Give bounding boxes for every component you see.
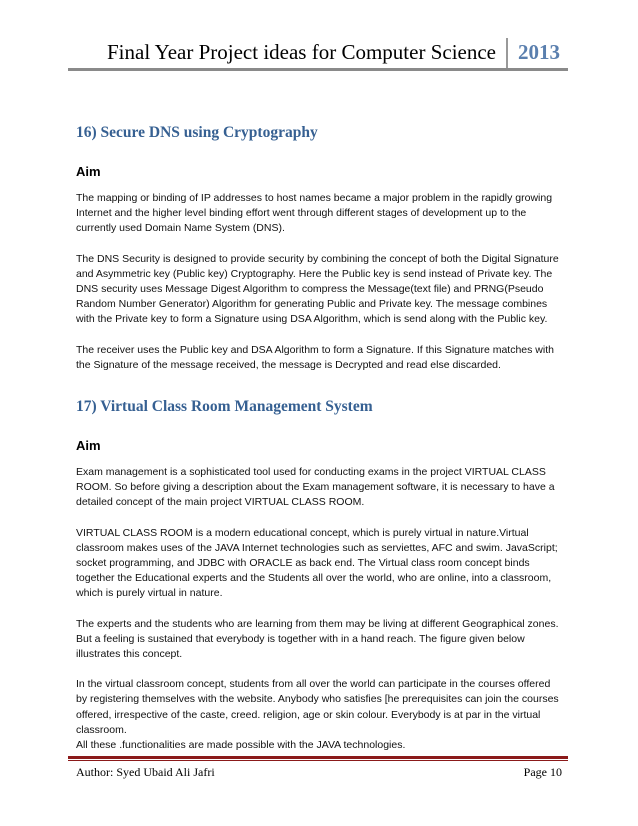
aim-heading: Aim: [76, 438, 101, 454]
section-title-secure-dns: 16) Secure DNS using Cryptography: [76, 124, 318, 141]
header-year: 2013: [518, 40, 560, 64]
header-separator: [506, 38, 508, 68]
paragraph: VIRTUAL CLASS ROOM is a modern educational concept, which is purely virtual in nature.Virtual classroom makes uses of the JAVA Internet technologies such as serviettes, AFC and swim. JavaScript; socket programming, and JDBC with ORACLE as back end. The Virtual class room concept binds together the Educational experts and the Students all over the world, who are online, into a classroom, which is purely virtual in nature.: [76, 526, 558, 600]
section-title-virtual-class-room: 17) Virtual Class Room Management System: [76, 398, 373, 416]
footer-page-number: Page 10: [523, 765, 562, 779]
paragraph: All these .functionalities are made possible with the JAVA technologies.: [76, 739, 406, 752]
page-header: [68, 38, 568, 70]
page-content: [76, 120, 564, 753]
header-title: Final Year Project ideas for Computer Science: [107, 40, 496, 64]
footer-rule: [68, 756, 568, 759]
paragraph: The mapping or binding of IP addresses to host names became a major problem in the rapidly growing Internet and the higher level binding effort went through different stages of development up to the currently used Domain Name System (DNS).: [76, 192, 553, 235]
aim-heading: Aim: [76, 164, 101, 179]
paragraph: In the virtual classroom concept, students from all over the world can participate in the courses offered by registering themselves with the website. Anybody who satisfies [he prerequisites can join the courses offered, irrespective of the caste, creed. religion, age or skin colour. Everybody is at par in the virtual classroom.: [76, 678, 559, 736]
paragraph: The DNS Security is designed to provide security by combining the concept of both the Digital Signature and Asymmetric key (Public key) Cryptography. Here the Public key is send instead of Private key. The DNS security uses Message Digest Algorithm to compress the Message(text file) and PRNG(Pseudo Random Number Generator) Algorithm for generating Public and Private key. The message combines with the Private key to form a Signature using DSA Algorithm, which is send along with the Public key.: [76, 252, 559, 326]
footer-rule-thin: [68, 760, 568, 761]
footer-author: Author: Syed Ubaid Ali Jafri: [76, 765, 215, 779]
header-rule: [68, 68, 568, 71]
paragraph: Exam management is a sophisticated tool used for conducting exams in the project VIRTUAL CLASS ROOM. So before giving a description about the Exam management software, it is necessary to have a detailed concept of the main project VIRTUAL CLASS ROOM.: [76, 466, 555, 509]
paragraph: The experts and the students who are learning from them may be living at different Geographical zones. But a feeling is sustained that everybody is together with in a hand reach. The figure given below illustrates this concept.: [76, 617, 559, 661]
paragraph: The receiver uses the Public key and DSA Algorithm to form a Signature. If this Signature matches with the Signature of the message received, the message is Decrypted and read else discarded.: [76, 343, 554, 371]
